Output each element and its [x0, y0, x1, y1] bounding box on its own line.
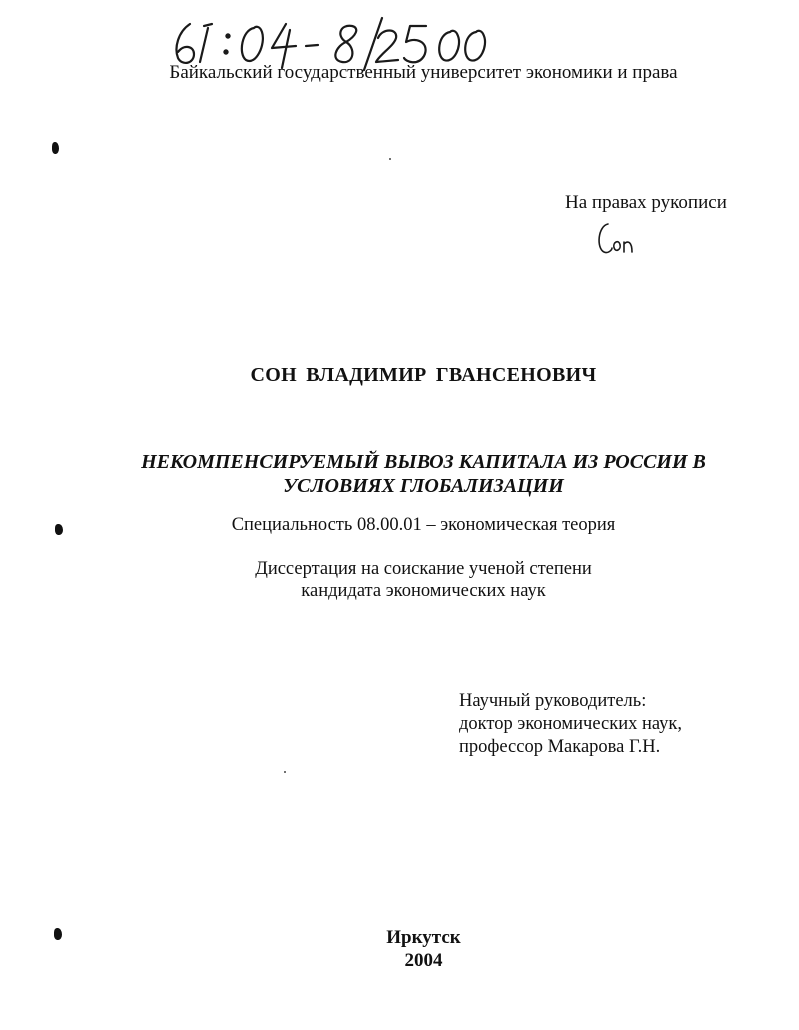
- manuscript-rights-note: На правах рукописи: [565, 192, 727, 213]
- university-name: Байкальский государственный университет экономики и права: [169, 62, 678, 83]
- title-line-2: УСЛОВИЯХ ГЛОБАЛИЗАЦИИ: [283, 475, 564, 497]
- signature-glyphs: [594, 218, 634, 256]
- place-and-year: [0, 926, 799, 972]
- dissertation-title: [0, 450, 799, 498]
- degree-line-1: Диссертация на соискание ученой степени: [255, 559, 592, 579]
- degree-line-2: кандидата экономических наук: [301, 581, 546, 601]
- author-signature: [594, 218, 634, 256]
- title-line-1: НЕКОМПЕНСИРУЕМЫЙ ВЫВОЗ КАПИТАЛА ИЗ РОССИИ В: [141, 451, 706, 473]
- city: Иркутск: [386, 927, 461, 948]
- scientific-supervisor: [459, 690, 682, 759]
- scan-speck: [284, 771, 286, 773]
- supervisor-degree: доктор экономических наук,: [459, 714, 683, 734]
- supervisor-name: профессор Макарова Г.Н.: [459, 737, 661, 757]
- scan-mark: [52, 142, 59, 154]
- specialty: Специальность 08.00.01 – экономическая теория: [231, 515, 616, 535]
- author-name: СОН ВЛАДИМИР ГВАНСЕНОВИЧ: [250, 364, 597, 386]
- supervisor-label: Научный руководитель:: [459, 691, 647, 711]
- degree-statement: [0, 558, 799, 602]
- year: 2004: [404, 950, 443, 971]
- scan-speck: [389, 158, 391, 160]
